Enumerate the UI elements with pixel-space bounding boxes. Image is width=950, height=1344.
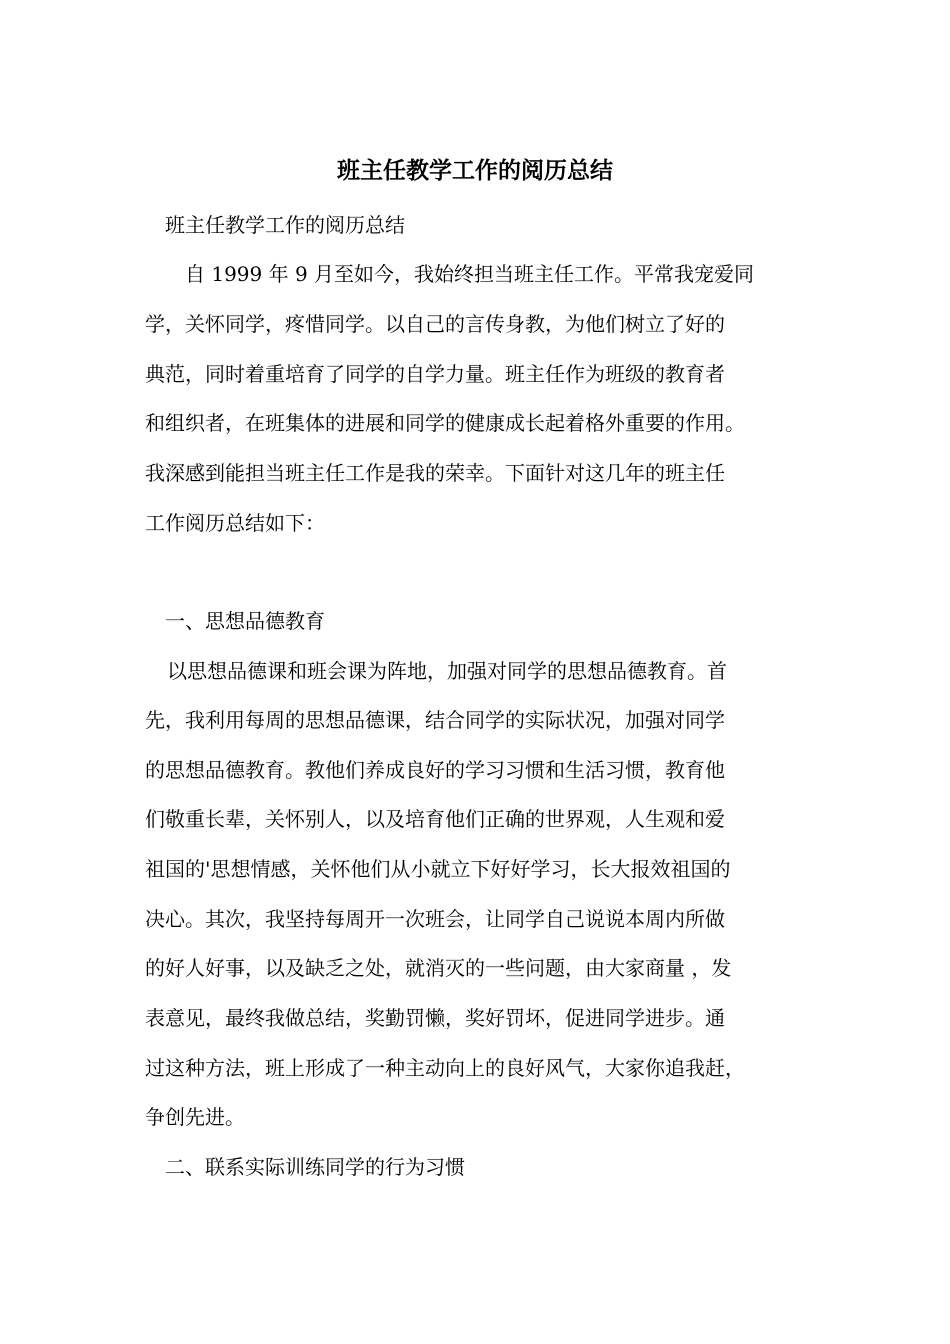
section2-heading: 二、联系实际训练同学的行为习惯	[165, 1155, 465, 1179]
section1-line-6: 决心。其次，我坚持每周开一次班会，让同学自己说说本周内所做	[145, 907, 725, 931]
section1-line-2: 先，我利用每周的思想品德课，结合同学的实际状况，加强对同学	[145, 708, 725, 732]
intro-line-4: 和组织者，在班集体的进展和同学的健康成长起着格外重要的作用。	[145, 411, 745, 435]
document-subtitle: 班主任教学工作的阅历总结	[165, 213, 405, 237]
section1-line-8: 表意见，最终我做总结，奖勤罚懒，奖好罚坏，促进同学进步。通	[145, 1006, 725, 1030]
section1-line-9: 过这种方法，班上形成了一种主动向上的良好风气，大家你追我赶，	[145, 1056, 745, 1080]
intro-line-5: 我深感到能担当班主任工作是我的荣幸。下面针对这几年的班主任	[145, 461, 725, 485]
intro-line-6: 工作阅历总结如下：	[145, 511, 325, 535]
section1-line-10: 争创先进。	[145, 1105, 245, 1129]
section1-heading: 一、思想品德教育	[165, 609, 325, 633]
document-title: 班主任教学工作的阅历总结	[337, 157, 613, 184]
section1-line-1: 以思想品德课和班会课为阵地，加强对同学的思想品德教育。首	[167, 659, 727, 683]
intro-line-2: 学，关怀同学，疼惜同学。以自己的言传身教，为他们树立了好的	[145, 312, 725, 336]
intro-line-3: 典范，同时着重培育了同学的自学力量。班主任作为班级的教育者	[145, 362, 725, 386]
section1-line-5: 祖国的'思想情感，关怀他们从小就立下好好学习，长大报效祖国的	[145, 857, 731, 881]
section1-line-3: 的思想品德教育。教他们养成良好的学习习惯和生活习惯，教育他	[145, 758, 725, 782]
section1-line-7: 的好人好事，以及缺乏之处，就消灭的一些问题，由大家商量 ，发	[145, 956, 732, 980]
intro-line-1: 自 1999 年 9 月至如今，我始终担当班主任工作。平常我宠爱同	[185, 262, 755, 286]
section1-line-4: 们敬重长辈，关怀别人，以及培育他们正确的世界观，人生观和爱	[145, 807, 725, 831]
